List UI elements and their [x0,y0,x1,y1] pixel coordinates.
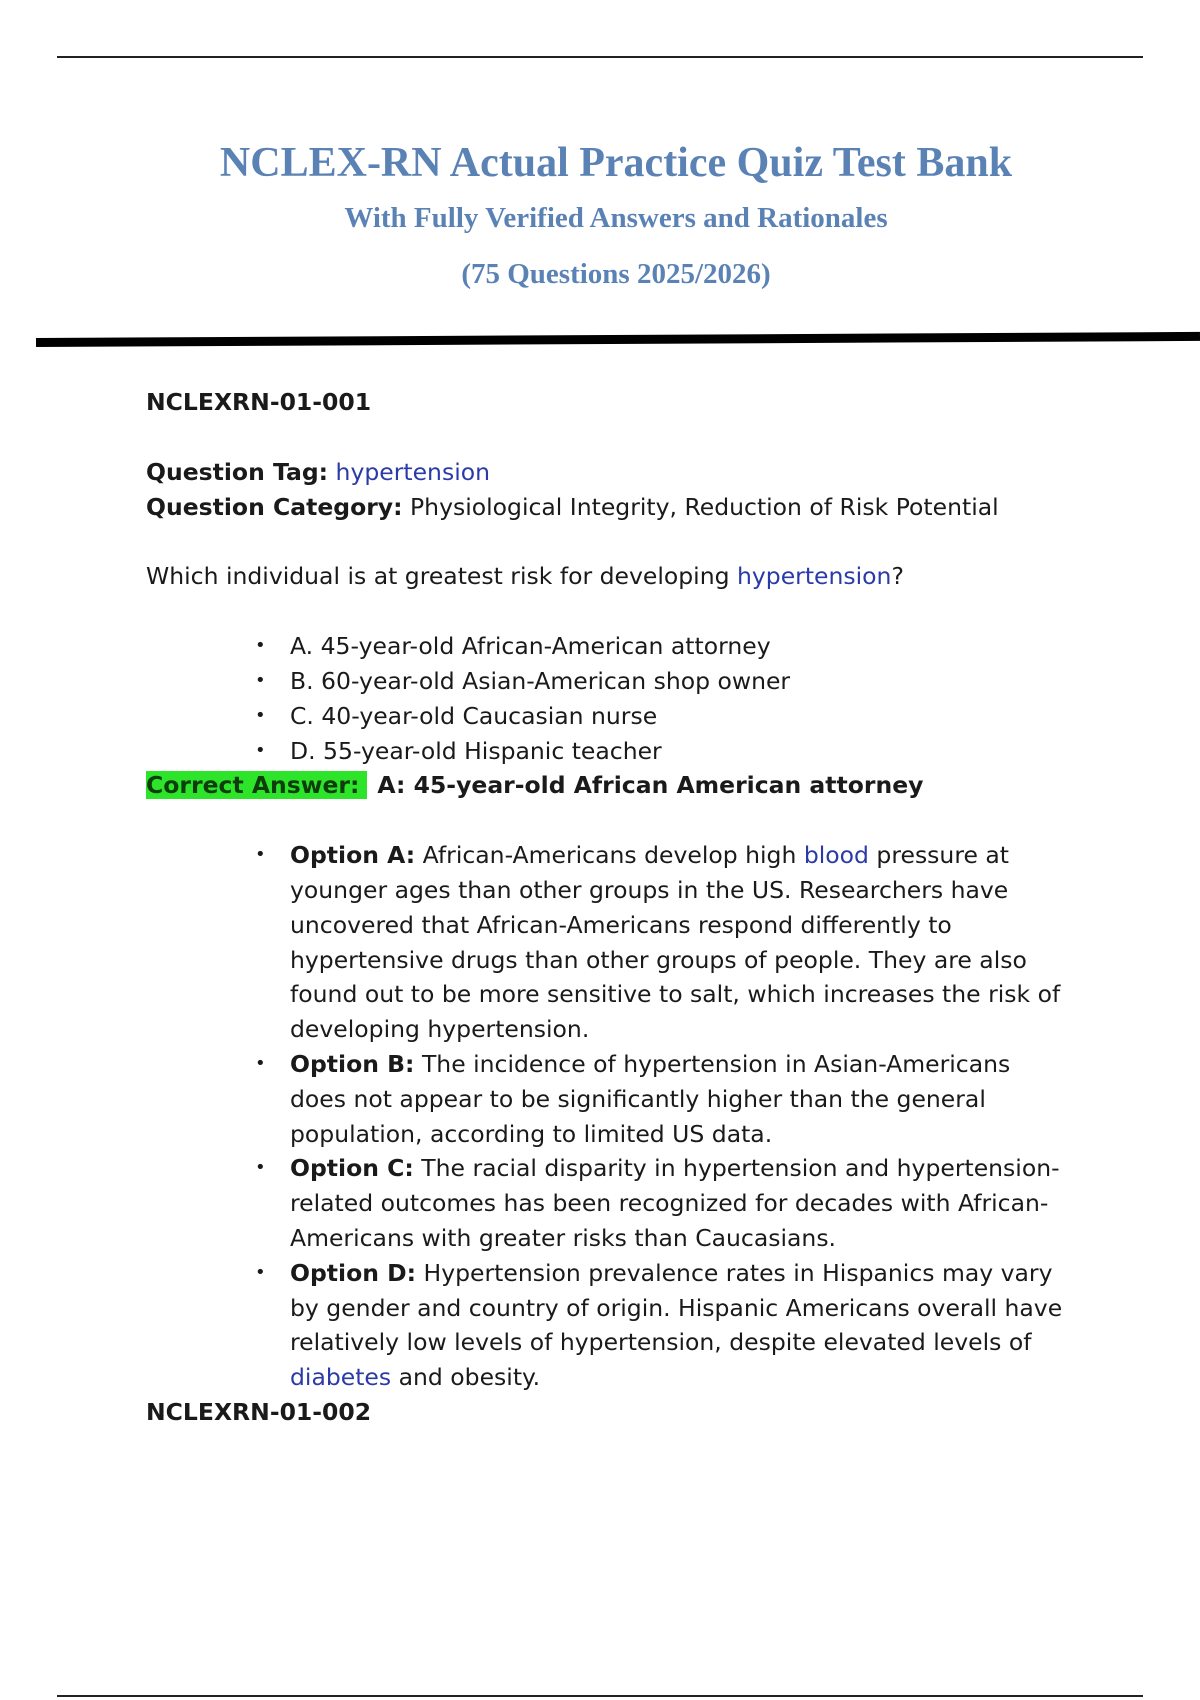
rationale-d-label: Option D: [290,1258,417,1287]
correct-answer-value: A: 45-year-old African American attorney [377,771,924,800]
rationale-a-text: African-Americans develop high [422,841,804,870]
top-rule [57,56,1143,58]
rationale-d-text: Hypertension prevalence rates in Hispanics may vary by gender and country of origin. Hispanic Americans overall have relatively low levels of hypertension, despite elevated levels of [290,1258,1063,1357]
rationale-c [290,1151,1070,1255]
document-title: NCLEX-RN Actual Practice Quiz Test Bank [219,140,1013,186]
question-meta [146,455,1106,525]
option-a: • A. 45-year-old African-American attorney [290,629,1106,664]
rationale-b-label: Option B: [290,1049,415,1078]
question-tag [146,455,1106,490]
header-divider [36,332,1200,347]
option-c: • C. 40-year-old Caucasian nurse [290,699,1106,734]
rationale-a-label: Option A: [290,841,416,870]
question-tag-link[interactable]: hypertension [335,457,490,486]
rationale-b-text: The incidence of hypertension in Asian-Americans does not appear to be significantly higher than the general population, according to limited US data. [290,1049,1011,1148]
question-id: NCLEXRN-01-001 [146,388,372,416]
rationale-d [290,1256,1070,1395]
rationales-list [146,838,1070,1395]
question-tag-label: Question Tag: [146,457,329,486]
question-stem-link[interactable]: hypertension [736,562,892,591]
rationale-d-link[interactable]: diabetes [290,1363,392,1392]
rationale-a-text-end: pressure at younger ages than other groups in the US. Researchers have uncovered that African-Americans respond differently to hypertensive drugs than other groups of people. They are also found out to be more sensitive to salt, which increases the risk of developing hypertension. [290,841,1061,1044]
correct-answer-label: Correct Answer: [146,771,367,799]
question-stem-text: Which individual is at greatest risk for developing [146,562,737,591]
question-category-value: Physiological Integrity, Reduction of Risk Potential [410,492,999,521]
question-stem [146,559,1106,594]
correct-answer [146,768,1106,803]
rationale-a [290,838,1070,1047]
rationale-c-label: Option C: [290,1154,414,1183]
bottom-rule [57,1695,1143,1697]
question-category-label: Question Category: [146,492,403,521]
option-b: • B. 60-year-old Asian-American shop owner [290,664,1106,699]
document-question-count: (75 Questions 2025/2026) [461,258,771,290]
rationale-d-text-end: and obesity. [391,1363,541,1392]
question-stem-suffix: ? [891,562,904,591]
document-header [0,128,1200,323]
option-d: • D. 55-year-old Hispanic teacher [290,734,1106,769]
document-subtitle: With Fully Verified Answers and Rationales [344,202,888,234]
rationale-b [290,1047,1070,1151]
question-block [146,385,1106,1430]
question-category [146,490,1106,525]
next-question-id: NCLEXRN-01-002 [146,1397,372,1426]
answer-options [146,629,1106,768]
rationale-c-text: The racial disparity in hypertension and hypertension-related outcomes has been recognized for decades with African-Americans with greater risks than Caucasians. [290,1154,1060,1252]
rationale-a-link[interactable]: blood [803,841,869,870]
